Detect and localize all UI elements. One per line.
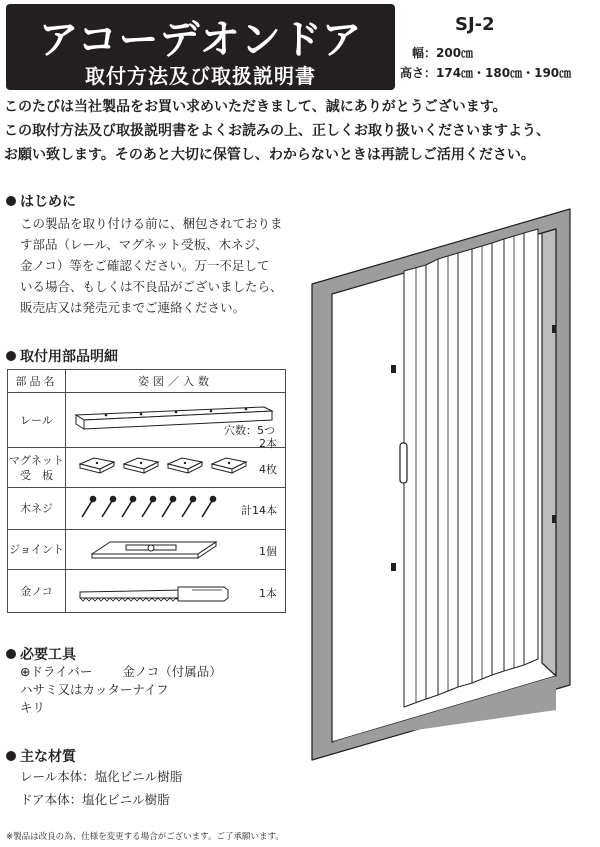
section-heading-parts: 取付用部品明細: [6, 346, 118, 366]
rail-icon: [66, 393, 287, 448]
part-name-joint: ジョイント: [8, 530, 66, 570]
page-title: アコーデオンドア: [38, 17, 363, 63]
section-heading-tools: 必要工具: [6, 644, 76, 664]
body-line: 販売店又は発売元までご連絡ください。: [20, 300, 246, 315]
page-subtitle: 取付方法及び取扱説明書: [85, 64, 316, 88]
spec-height: 高さ：174㎝・180㎝・190㎝: [400, 66, 572, 80]
intro-line: このたびは当社製品をお買い求めいただきまして、誠にありがとうございます。: [4, 99, 507, 115]
door-handle-icon: [400, 443, 407, 483]
joint-drawing-cell: [66, 530, 286, 570]
part-name-saw: 金ノコ: [8, 570, 66, 613]
wood-screw-drawing-cell: [66, 488, 286, 530]
body-line: 金ノコ）等をご確認ください。万一不足して: [20, 258, 270, 273]
joint-icon: [66, 530, 287, 570]
magnet-plate-quantity: 4枚: [259, 463, 277, 476]
intro-section-body: [20, 213, 302, 318]
saw-icon: [66, 570, 287, 613]
tool-line: ハサミ又はカッターナイフ: [20, 682, 169, 697]
rail-hole-count: 穴数：5つ: [224, 424, 275, 437]
rail-quantity: 2本: [259, 437, 277, 450]
table-row: [8, 393, 286, 448]
part-name-wood-screw: 木ネジ: [8, 488, 66, 530]
materials-list: [20, 765, 182, 811]
part-name-rail: レール: [8, 393, 66, 448]
body-line: この製品を取り付ける前に、梱包されておりま: [20, 216, 283, 231]
bullet-icon: [6, 751, 16, 761]
table-row: [8, 570, 286, 613]
table-row: [8, 448, 286, 488]
accordion-door-illustration: [306, 205, 578, 765]
table-header-row: [8, 370, 286, 393]
bullet-icon: [6, 196, 16, 206]
header-part-name: 部品名: [8, 370, 66, 393]
tool-line: キリ: [20, 700, 46, 715]
bullet-icon: [6, 649, 16, 659]
joint-quantity: 1個: [259, 545, 277, 558]
saw-quantity: 1本: [259, 587, 277, 600]
section-heading-intro: はじめに: [6, 191, 76, 211]
intro-line: この取付方法及び取扱説明書をよくお読みの上、正しくお取り扱いくださいますよう、: [4, 123, 550, 139]
saw-drawing-cell: [66, 570, 286, 613]
table-row: [8, 488, 286, 530]
wood-screw-quantity: 計14本: [241, 504, 277, 517]
tool-line: ⊕ドライバー 金ノコ（付属品）: [20, 664, 222, 679]
parts-table: [7, 369, 286, 613]
rail-drawing-cell: [66, 393, 286, 448]
intro-text: [4, 95, 598, 167]
material-line: ドア本体：塩化ビニル樹脂: [20, 792, 170, 807]
spec-width: 幅：200㎝: [412, 46, 474, 60]
magnet-plate-drawing-cell: [66, 448, 286, 488]
body-line: す部品（レール、マグネット受板、木ネジ、: [20, 237, 268, 252]
table-row: [8, 530, 286, 570]
footnote: ※製品は改良の為、仕様を変更する場合がございます。ご了承願います。: [6, 832, 284, 842]
intro-line: お願い致します。そのあと大切に保管し、わからないときは再読しご活用ください。: [4, 147, 535, 163]
part-name-magnet-plate: マグネット 受 板: [8, 448, 66, 488]
body-line: いる場合、もしくは不良品がございましたら、: [20, 279, 283, 294]
tools-list: [20, 663, 222, 717]
bullet-icon: [6, 351, 16, 361]
model-number: SJ-2: [455, 14, 495, 35]
magnet-plate-icon: [66, 448, 287, 488]
title-banner: [6, 4, 395, 90]
material-line: レール本体：塩化ビニル樹脂: [20, 769, 183, 784]
section-heading-materials: 主な材質: [6, 746, 76, 766]
header-drawing: 姿図／入数: [66, 370, 286, 393]
